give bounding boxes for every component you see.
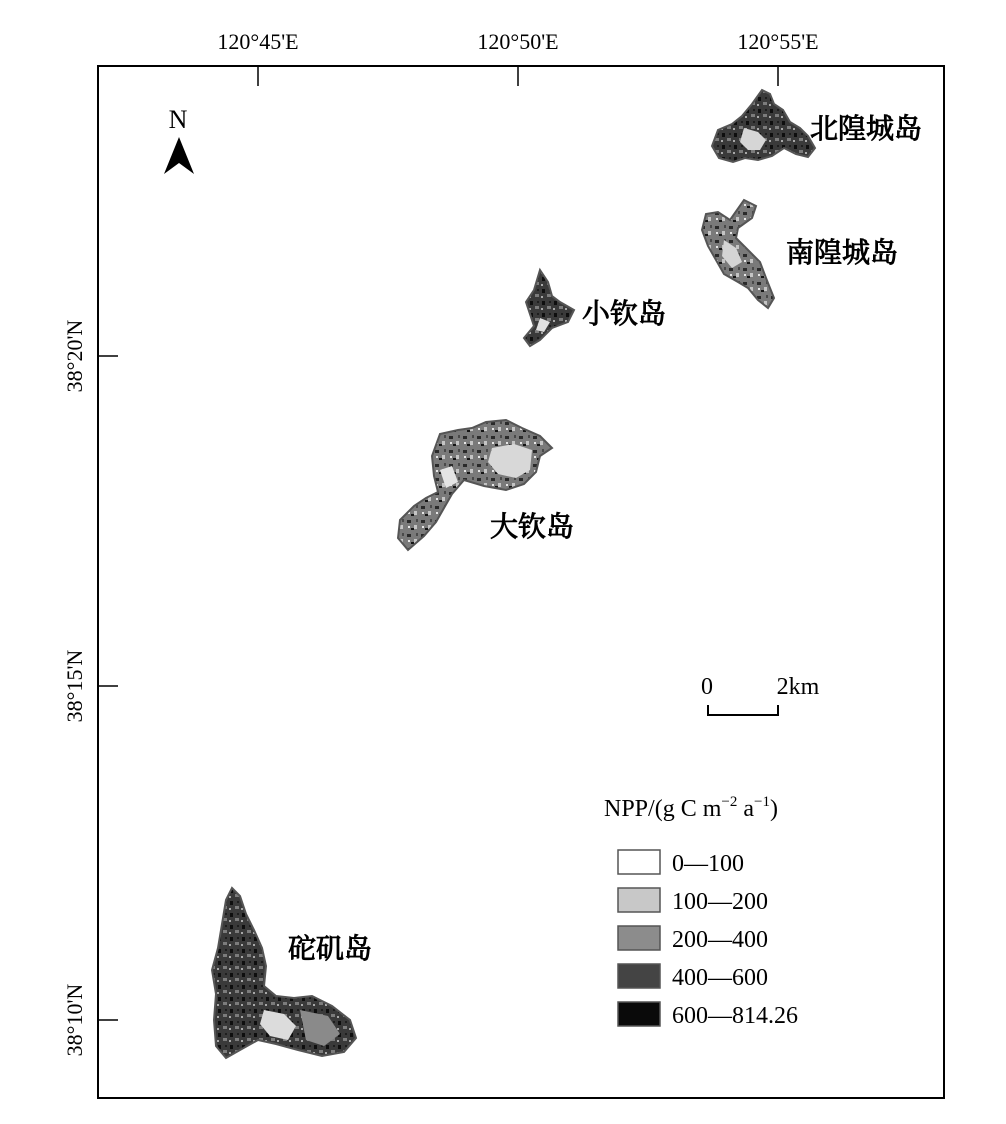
legend-swatch — [618, 850, 660, 874]
island-beihuangcheng — [712, 90, 815, 162]
island-label-beihuangcheng: 北隍城岛 — [810, 112, 923, 145]
island-xiaoqin — [524, 270, 574, 346]
longitude-label: 120°55'E — [737, 29, 819, 54]
island-label-xiaoqin: 小钦岛 — [582, 297, 667, 330]
latitude-label: 38°10'N — [62, 983, 87, 1057]
island-label-daqin: 大钦岛 — [490, 510, 575, 543]
legend-items — [618, 850, 798, 1029]
legend-label: 200—400 — [672, 927, 768, 953]
longitude-label: 120°45'E — [217, 29, 299, 54]
legend-swatch — [618, 888, 660, 912]
longitude-axis — [217, 29, 818, 86]
scale-bar-line — [708, 705, 778, 715]
north-arrow-label: N — [168, 105, 188, 134]
legend-title-mid: a — [737, 796, 754, 822]
island-label-nanhuangcheng: 南隍城岛 — [786, 236, 899, 269]
legend-title — [604, 794, 778, 822]
scale-bar — [701, 674, 820, 715]
legend-title-exp2: −1 — [754, 794, 770, 810]
latitude-axis — [62, 320, 118, 1057]
legend-title-end: ) — [769, 796, 778, 822]
legend-label: 400—600 — [672, 965, 768, 991]
north-arrow — [164, 105, 194, 174]
legend-swatch — [618, 964, 660, 988]
island-label-tuoji: 砣矶岛 — [288, 932, 373, 965]
legend-label: 0—100 — [672, 851, 744, 877]
latitude-label: 38°20'N — [62, 319, 87, 393]
legend-swatch — [618, 1002, 660, 1026]
scale-bar-start: 0 — [701, 674, 713, 700]
longitude-label: 120°50'E — [477, 29, 559, 54]
scale-bar-end: 2km — [776, 674, 820, 700]
island-labels — [288, 112, 922, 965]
legend-label: 100—200 — [672, 889, 768, 915]
latitude-label: 38°15'N — [62, 649, 87, 723]
legend — [604, 794, 798, 1029]
north-arrow-icon — [164, 137, 194, 174]
legend-title-main: NPP/(g C m — [604, 796, 722, 822]
legend-label: 600—814.26 — [672, 1003, 798, 1029]
legend-title-exp1: −2 — [721, 794, 738, 810]
legend-swatch — [618, 926, 660, 950]
